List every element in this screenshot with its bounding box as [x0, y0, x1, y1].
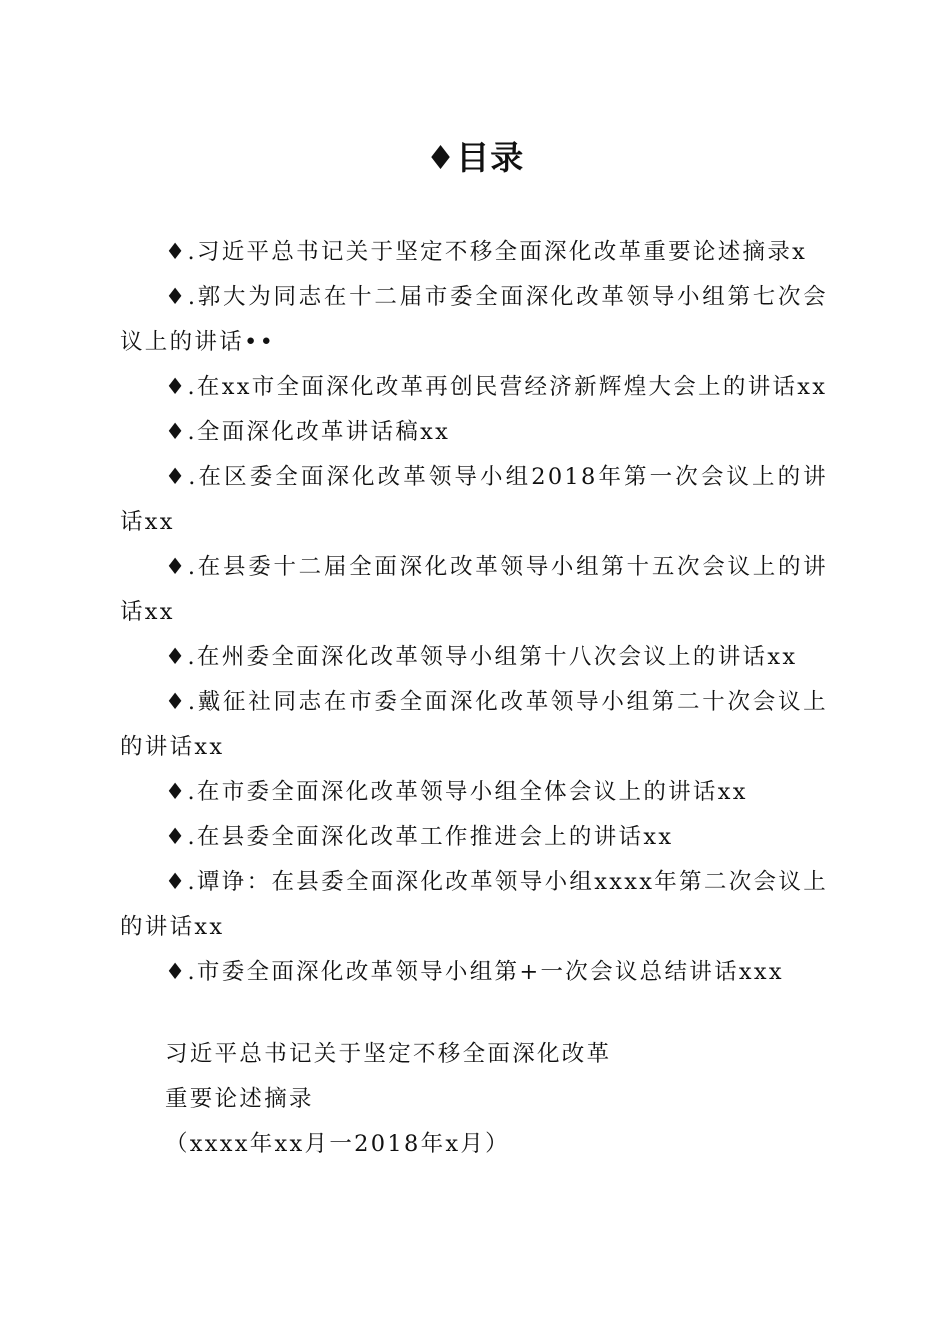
toc-title: ♦目录 [425, 138, 525, 177]
toc-item: ♦.在xx市全面深化改革再创民营经济新辉煌大会上的讲话xx [165, 374, 828, 400]
section-date: （xxxx年xx月一2018年x月） [165, 1131, 510, 1157]
section-heading-line1: 习近平总书记关于坚定不移全面深化改革 [165, 1041, 612, 1067]
toc-item: ♦.谭诤：在县委全面深化改革领导小组xxxx年第二次会议上的讲话xx [120, 869, 828, 940]
toc-item: ♦.市委全面深化改革领导小组第+一次会议总结讲话xxx [165, 959, 784, 985]
section-heading-line2: 重要论述摘录 [165, 1086, 314, 1112]
toc-item: ♦.郭大为同志在十二届市委全面深化改革领导小组第七次会议上的讲话•• [120, 284, 828, 355]
toc-item: ♦.习近平总书记关于坚定不移全面深化改革重要论述摘录x [165, 239, 808, 265]
toc-item: ♦.在区委全面深化改革领导小组2018年第一次会议上的讲话xx [120, 464, 828, 535]
toc-item: ♦.在县委十二届全面深化改革领导小组第十五次会议上的讲话xx [120, 554, 828, 625]
toc-item: ♦.在市委全面深化改革领导小组全体会议上的讲话xx [165, 779, 748, 805]
section-start [120, 1032, 828, 1167]
toc-item: ♦.全面深化改革讲话稿xx [165, 419, 451, 445]
toc-item: ♦.戴征社同志在市委全面深化改革领导小组第二十次会议上的讲话xx [120, 689, 828, 760]
toc-item: ♦.在州委全面深化改革领导小组第十八次会议上的讲话xx [165, 644, 798, 670]
table-of-contents [120, 230, 828, 995]
toc-item: ♦.在县委全面深化改革工作推进会上的讲话xx [165, 824, 674, 850]
